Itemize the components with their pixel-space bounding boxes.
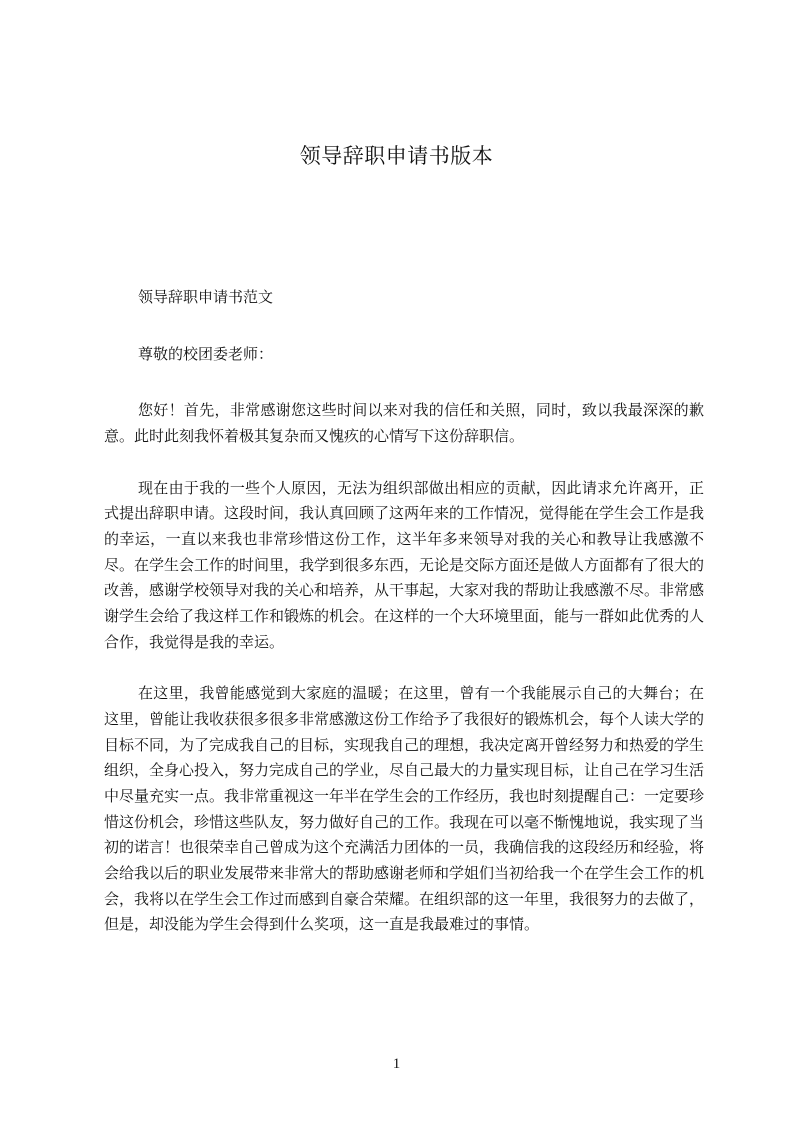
body-paragraph-heading: 领导辞职申请书范文: [138, 288, 274, 306]
body-paragraph: 您好！首先，非常感谢您这些时间以来对我的信任和关照，同时，致以我最深深的歉意。此时此刻我怀着极其复杂而又愧疚的心情写下这份辞职信。: [104, 401, 704, 446]
document-title: 领导辞职申请书版本: [299, 144, 494, 168]
document-body: [104, 285, 704, 964]
page-number: 1: [392, 1056, 401, 1072]
body-paragraph-salutation: 尊敬的校团委老师：: [138, 344, 274, 363]
body-paragraph: 现在由于我的一些个人原因，无法为组织部做出相应的贡献，因此请求允许离开，正式提出辞职申请。这段时间，我认真回顾了这两年来的工作情况，觉得能在学生会工作是我的幸运，一直以来我也非常珍惜这份工作，这半年多来领导对我的关心和教导让我感激不尽。在学生会工作的时间里，我学到很多东西，无论是交际方面还是做人方面都有了很大的改善，感谢学校领导对我的关心和培养，从干事起，大家对我的帮助让我感激不尽。非常感谢学生会给了我这样工作和锻炼的机会。在这样的一个大环境里面，能与一群如此优秀的人合作，我觉得是我的幸运。: [104, 478, 705, 651]
body-paragraph: 在这里，我曾能感觉到大家庭的温暖；在这里，曾有一个我能展示自己的大舞台；在这里，曾能让我收获很多很多非常感激这份工作给予了我很好的锻炼机会，每个人读大学的目标不同，为了完成我自己的目标，实现我自己的理想，我决定离开曾经努力和热爱的学生组织，全身心投入，努力完成自己的学业，尽自己最大的力量实现目标，让自己在学习生活中尽量充实一点。我非常重视这一年半在学生会的工作经历，我也时刻提醒自己：一定要珍惜这份机会，珍惜这些队友，努力做好自己的工作。我现在可以毫不惭愧地说，我实现了当初的诺言！也很荣幸自己曾成为这个充满活力团体的一员，我确信我的这段经历和经验，将会给我以后的职业发展带来非常大的帮助感谢老师和学姐们当初给我一个在学生会工作的机会，我将以在学生会工作过而感到自豪合荣耀。在组织部的这一年里，我很努力的去做了，但是，却没能为学生会得到什么奖项，这一直是我最难过的事情。: [104, 684, 705, 934]
